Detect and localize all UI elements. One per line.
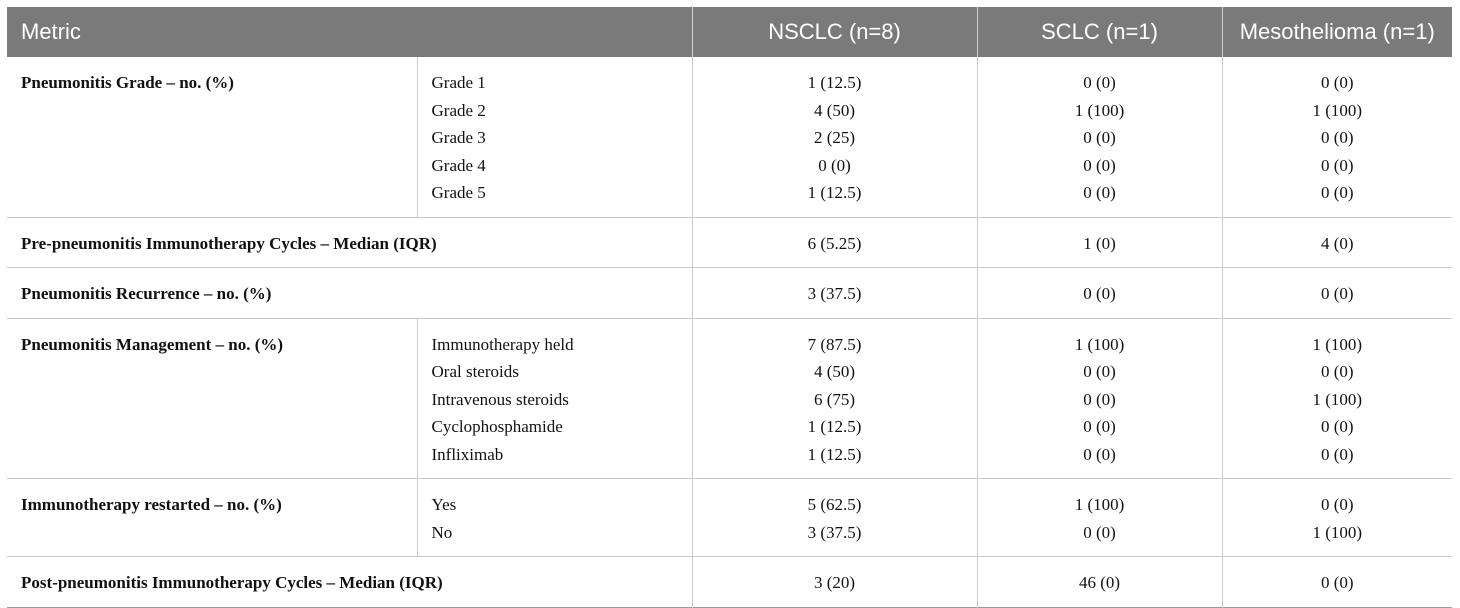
table-body <box>7 57 1452 607</box>
nsclc-value: 1 (12.5) <box>807 183 862 202</box>
sclc-value: 0 (0) <box>1083 155 1116 175</box>
nsclc-value-cell <box>692 57 977 217</box>
nsclc-value: 7 (87.5) <box>807 334 862 354</box>
mesothelioma-value-cell <box>1222 57 1452 217</box>
header-sclc: SCLC (n=1) <box>977 7 1222 57</box>
nsclc-value: 3 (20) <box>813 573 856 592</box>
nsclc-value: 3 (37.5) <box>807 522 862 542</box>
sub-category-label: Grade 2 <box>431 100 486 120</box>
metric-label: Pneumonitis Management – no. (%) <box>7 318 417 479</box>
sub-category-cell <box>417 57 692 217</box>
sclc-value: 0 (0) <box>1083 73 1116 92</box>
sub-category-label: Grade 1 <box>431 73 486 92</box>
mesothelioma-value: 0 (0) <box>1320 284 1354 303</box>
mesothelioma-value: 0 (0) <box>1320 362 1354 381</box>
nsclc-value-cell <box>692 479 977 557</box>
sclc-value: 0 (0) <box>1083 417 1116 436</box>
nsclc-value: 4 (50) <box>813 362 856 381</box>
sclc-value-cell <box>977 318 1222 479</box>
sclc-value: 1 (0) <box>1083 233 1116 253</box>
sclc-value-cell <box>977 268 1222 319</box>
nsclc-value: 1 (12.5) <box>807 444 862 464</box>
sub-category-label: Grade 3 <box>431 128 486 147</box>
sclc-value-cell <box>977 557 1222 608</box>
nsclc-value: 4 (50) <box>813 100 856 120</box>
sclc-value: 1 (100) <box>1074 334 1125 354</box>
nsclc-value: 1 (12.5) <box>807 417 862 436</box>
sclc-value-cell <box>977 479 1222 557</box>
sclc-value: 0 (0) <box>1083 389 1116 409</box>
table-row <box>7 57 1452 217</box>
sub-category-label: Intravenous steroids <box>431 389 569 409</box>
mesothelioma-value: 0 (0) <box>1320 73 1354 92</box>
sclc-value-cell <box>977 57 1222 217</box>
metric-label: Pre-pneumonitis Immunotherapy Cycles – Median (IQR) <box>7 217 692 268</box>
mesothelioma-value: 0 (0) <box>1320 183 1354 202</box>
mesothelioma-value: 1 (100) <box>1312 389 1363 409</box>
metric-label: Post-pneumonitis Immunotherapy Cycles – Median (IQR) <box>7 557 692 608</box>
nsclc-value: 0 (0) <box>818 155 851 175</box>
metric-label: Pneumonitis Recurrence – no. (%) <box>7 268 692 319</box>
table-row <box>7 479 1452 557</box>
mesothelioma-value: 1 (100) <box>1312 522 1363 542</box>
nsclc-value: 1 (12.5) <box>807 73 862 92</box>
results-table <box>7 7 1452 608</box>
mesothelioma-value-cell <box>1222 318 1452 479</box>
sub-category-label: Grade 4 <box>431 155 486 175</box>
header-mesothelioma: Mesothelioma (n=1) <box>1222 7 1452 57</box>
table-row <box>7 217 1452 268</box>
sclc-value: 1 (100) <box>1074 100 1125 120</box>
sub-category-label: No <box>431 522 453 542</box>
table-row <box>7 318 1452 479</box>
mesothelioma-value: 0 (0) <box>1320 155 1354 175</box>
mesothelioma-value-cell <box>1222 268 1452 319</box>
sub-category-label: Infliximab <box>431 444 504 464</box>
sclc-value: 46 (0) <box>1078 573 1121 592</box>
nsclc-value: 5 (62.5) <box>807 495 862 514</box>
sclc-value: 0 (0) <box>1083 183 1116 202</box>
sclc-value: 0 (0) <box>1083 522 1116 542</box>
metric-label: Pneumonitis Grade – no. (%) <box>7 57 417 217</box>
table-row <box>7 557 1452 608</box>
sub-category-label: Cyclophosphamide <box>431 417 563 436</box>
mesothelioma-value: 0 (0) <box>1320 495 1354 514</box>
sclc-value: 0 (0) <box>1083 284 1116 303</box>
nsclc-value-cell <box>692 268 977 319</box>
sclc-value: 0 (0) <box>1083 128 1116 147</box>
mesothelioma-value: 4 (0) <box>1320 233 1354 253</box>
nsclc-value-cell <box>692 318 977 479</box>
sclc-value: 1 (100) <box>1074 495 1125 514</box>
sub-category-cell <box>417 318 692 479</box>
mesothelioma-value-cell <box>1222 479 1452 557</box>
metric-label: Immunotherapy restarted – no. (%) <box>7 479 417 557</box>
mesothelioma-value: 1 (100) <box>1312 100 1363 120</box>
mesothelioma-value: 0 (0) <box>1320 128 1354 147</box>
mesothelioma-value: 0 (0) <box>1320 417 1354 436</box>
mesothelioma-value-cell <box>1222 557 1452 608</box>
sub-category-label: Grade 5 <box>431 183 486 202</box>
mesothelioma-value: 1 (100) <box>1312 334 1363 354</box>
mesothelioma-value: 0 (0) <box>1320 573 1354 592</box>
sub-category-label: Immunotherapy held <box>431 334 574 354</box>
sclc-value-cell <box>977 217 1222 268</box>
nsclc-value: 6 (75) <box>813 389 856 409</box>
mesothelioma-value-cell <box>1222 217 1452 268</box>
nsclc-value-cell <box>692 217 977 268</box>
sub-category-label: Yes <box>431 495 457 514</box>
sclc-value: 0 (0) <box>1083 444 1116 464</box>
nsclc-value: 2 (25) <box>813 128 856 147</box>
table-row <box>7 268 1452 319</box>
header-metric: Metric <box>7 7 692 57</box>
sub-category-label: Oral steroids <box>431 362 519 381</box>
mesothelioma-value: 0 (0) <box>1320 444 1354 464</box>
nsclc-value: 3 (37.5) <box>807 284 862 303</box>
header-nsclc: NSCLC (n=8) <box>692 7 977 57</box>
header-row <box>7 7 1452 57</box>
nsclc-value: 6 (5.25) <box>807 233 862 253</box>
sclc-value: 0 (0) <box>1083 362 1116 381</box>
nsclc-value-cell <box>692 557 977 608</box>
sub-category-cell <box>417 479 692 557</box>
